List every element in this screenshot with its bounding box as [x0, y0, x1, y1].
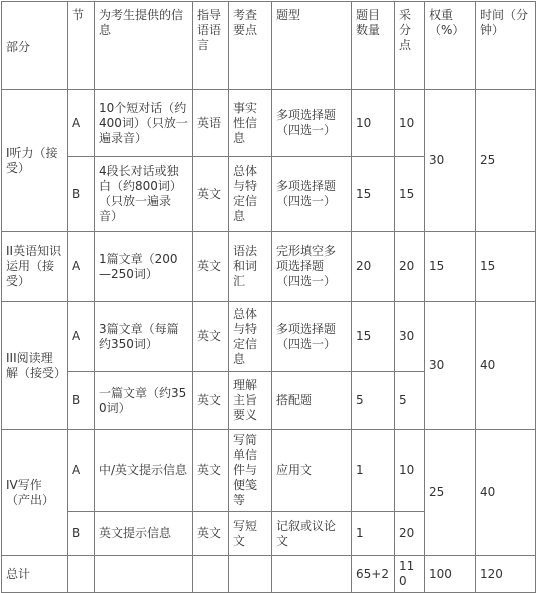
total-weight: 100 [425, 556, 476, 593]
empty-cell [95, 556, 193, 593]
part-time: 40 [476, 430, 536, 556]
section-count: 10 [352, 90, 395, 157]
section-points: 20 [395, 232, 425, 302]
section-type: 多项选择题（四选一） [272, 90, 352, 157]
section-type: 完形填空多项选择题（四选一） [272, 232, 352, 302]
part-time: 25 [476, 90, 536, 232]
part-weight: 30 [425, 90, 476, 232]
table-row [2, 302, 536, 372]
section-points: 10 [395, 90, 425, 157]
part-weight: 15 [425, 232, 476, 302]
section-language: 英文 [193, 430, 229, 512]
section-language: 英文 [193, 372, 229, 430]
section-info: 中/英文提示信息 [95, 430, 193, 512]
section-focus: 事实性信息 [229, 90, 272, 157]
section-letter: A [68, 430, 95, 512]
section-info: 英文提示信息 [95, 512, 193, 556]
total-row [2, 556, 536, 593]
part-name: IV写作（产出） [2, 430, 68, 556]
section-count: 15 [352, 302, 395, 372]
section-count: 1 [352, 430, 395, 512]
part-time: 15 [476, 232, 536, 302]
empty-cell [193, 556, 229, 593]
section-points: 10 [395, 430, 425, 512]
part-time: 40 [476, 302, 536, 430]
section-points: 20 [395, 512, 425, 556]
section-focus: 总体与特定信息 [229, 157, 272, 232]
empty-cell [229, 556, 272, 593]
section-letter: A [68, 90, 95, 157]
section-type: 多项选择题（四选一） [272, 157, 352, 232]
header-time: 时间（分钟） [476, 2, 536, 90]
section-letter: A [68, 302, 95, 372]
section-focus: 写简单信件与便笺等 [229, 430, 272, 512]
part-weight: 30 [425, 302, 476, 430]
header-focus: 考查要点 [229, 2, 272, 90]
section-info: 3篇文章（每篇约350词） [95, 302, 193, 372]
section-info: 10个短对话（约400词）（只放一遍录音） [95, 90, 193, 157]
section-info: 一篇文章（约350词） [95, 372, 193, 430]
table-row [2, 232, 536, 302]
section-language: 英语 [193, 90, 229, 157]
section-language: 英文 [193, 302, 229, 372]
table-row [2, 90, 536, 157]
header-row [2, 2, 536, 90]
section-language: 英文 [193, 232, 229, 302]
section-type: 记叙或议论文 [272, 512, 352, 556]
table-row [2, 430, 536, 512]
section-points: 5 [395, 372, 425, 430]
part-name: III阅读理解（接受） [2, 302, 68, 430]
exam-structure-table [1, 1, 536, 593]
section-letter: B [68, 512, 95, 556]
section-points: 30 [395, 302, 425, 372]
section-count: 20 [352, 232, 395, 302]
header-weight: 权重（%） [425, 2, 476, 90]
section-letter: B [68, 157, 95, 232]
section-info: 4段长对话或独白（约800词）（只放一遍录音） [95, 157, 193, 232]
section-type: 应用文 [272, 430, 352, 512]
section-letter: B [68, 372, 95, 430]
total-count: 65+2 [352, 556, 395, 593]
section-focus: 总体与特定信息 [229, 302, 272, 372]
header-type: 题型 [272, 2, 352, 90]
header-info: 为考生提供的信息 [95, 2, 193, 90]
section-language: 英文 [193, 512, 229, 556]
part-name: II英语知识运用（接受） [2, 232, 68, 302]
header-points: 采分点 [395, 2, 425, 90]
section-language: 英文 [193, 157, 229, 232]
section-letter: A [68, 232, 95, 302]
section-focus: 语法和词汇 [229, 232, 272, 302]
total-time: 120 [476, 556, 536, 593]
empty-cell [68, 556, 95, 593]
section-count: 5 [352, 372, 395, 430]
section-points: 15 [395, 157, 425, 232]
section-count: 15 [352, 157, 395, 232]
header-section: 节 [68, 2, 95, 90]
empty-cell [272, 556, 352, 593]
part-weight: 25 [425, 430, 476, 556]
total-points: 110 [395, 556, 425, 593]
section-focus: 理解主旨要义 [229, 372, 272, 430]
section-focus: 写短文 [229, 512, 272, 556]
section-info: 1篇文章（200—250词） [95, 232, 193, 302]
total-label: 总计 [2, 556, 68, 593]
section-type: 多项选择题（四选一） [272, 302, 352, 372]
header-part: 部分 [2, 2, 68, 90]
header-count: 题目数量 [352, 2, 395, 90]
header-language: 指导语语言 [193, 2, 229, 90]
section-type: 搭配题 [272, 372, 352, 430]
section-count: 1 [352, 512, 395, 556]
part-name: I听力（接受） [2, 90, 68, 232]
